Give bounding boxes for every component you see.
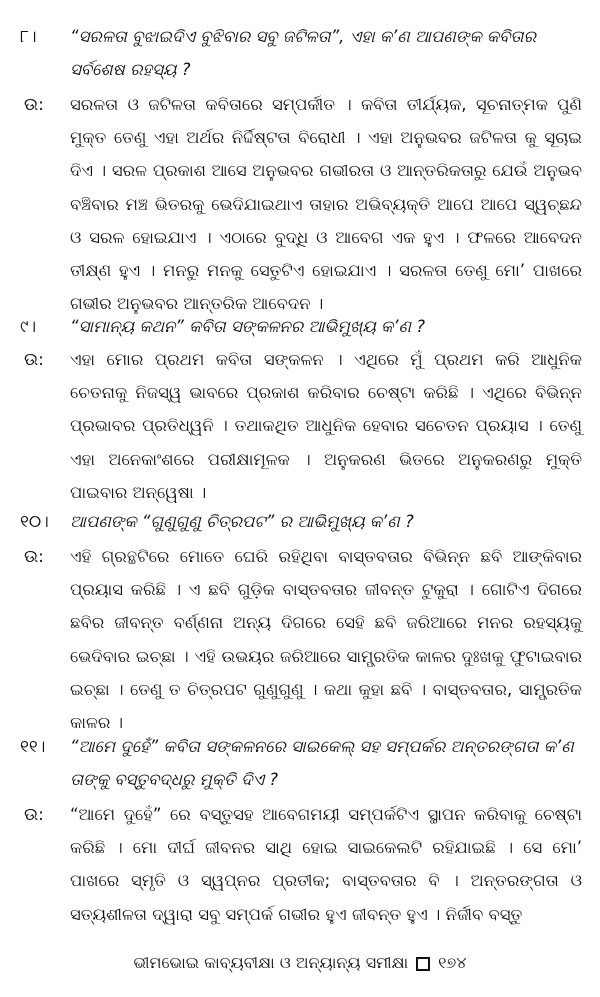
- answer-label: ଉ:: [24, 350, 44, 370]
- answer-text: “ଆମେ ଦୁହେଁ” ରେ ବସ୍ତୁସହ ଆବେଗମୟୀ ସମ୍ପର୍କଟିଏ ସ୍ଥାପନ କରିବାକୁ ଚେଷ୍ଟା କରିଛି । ମୋ ଦୀର୍ଘ ଜୀବନର ସାଥି ହୋଇ ସାଇକେଲଟି ରହିଯାଇଛି । ସେ ମୋ’ ପାଖରେ ସ୍ମୃତି ଓ ସ୍ୱପ୍ନର ପ୍ରତୀକ; ବାସ୍ତବତାର ବି । ଅନ୍ତରଙ୍ଗତା ଓ ସତ୍ୟଶୀଳତା ଦ୍ୱାରା ସବୁ ସମ୍ପର୍କ ଗଭୀର ହୁଏ ଜୀବନ୍ତ ହୁଏ । ନିର୍ଜୀବ ବସ୍ତୁ: [70, 805, 582, 924]
- question-text: “ସରଳତା ବୁଝାଇଦିଏ ବୁଝିବାର ସବୁ ଜଟିଳତା”, ଏହା କ’ଣ ଆପଣଙ୍କ କବିତାର ସର୍ବଶେଷ ରହସ୍ୟ ?: [70, 27, 536, 79]
- answer-label: ଉ:: [24, 805, 44, 825]
- answer-text: ଏହା ମୋର ପ୍ରଥମ କବିତା ସଙ୍କଳନ । ଏଥିରେ ମୁଁ ପ୍ରଥମ କରି ଆଧୁନିକ ଚେତନାକୁ ନିଜସ୍ୱ ଭାବରେ ପ୍ରକାଶ କରିବାର ଚେଷ୍ଟା କରିଛି । ଏଥିରେ ବିଭିନ୍ନ ପ୍ରଭାବର ପ୍ରତିଧ୍ୱନି । ତଥାକଥିତ ଆଧୁନିକ ହେବାର ସଚେତନ ପ୍ରୟାସ । ତେଣୁ ଏହା ଅନେକାଂଶରେ ପରୀକ୍ଷାମୂଳକ । ଅନୁକରଣ ଭିତରେ ଅନୁକରଣରୁ ମୁକ୍ତି ପାଇବାର ଅନ୍ୱେଷା ।: [70, 350, 582, 502]
- question-number: ୧୦।: [20, 512, 49, 532]
- question-number: ୯।: [20, 317, 37, 337]
- question-number: ୮।: [20, 27, 37, 47]
- book-title: ଭୀମଭୋଇ କାବ୍ୟବୀକ୍ଷା ଓ ଅନ୍ୟାନ୍ୟ ସମୀକ୍ଷା: [133, 953, 409, 972]
- answer-text: ସରଳତା ଓ ଜଟିଳତା କବିତାରେ ସମ୍ପର୍କୀତ । କବିତା ତୀର୍ଯ୍ୟକ, ସୂଚନାତ୍ମକ ପୁଣି ମୁକ୍ତ ତେଣୁ ଏହା ଅର୍ଥର ନିର୍ଦ୍ଦିଷ୍ଟତା ବିରୋଧୀ । ଏହା ଅନୁଭବର ଜଟିଳତା କୁ ସୂଚାଇ ଦିଏ । ସରଳ ପ୍ରକାଶ ଆସେ ଅନୁଭବର ଗଭୀରତା ଓ ଆନ୍ତରିକତାରୁ ଯେଉଁ ଅନୁଭବ ବଞ୍ଚିବାର ମଞ୍ଚ ଭିତରକୁ ଭେଦିଯାଇଥାଏ ତାହାର ଅଭିବ୍ୟକ୍ତି ଆପେ ଆପେ ସ୍ୱଚ୍ଛନ୍ଦ ଓ ସରଳ ହୋଇଯାଏ । ଏଠାରେ ବୁଦ୍ଧି ଓ ଆବେଗ ଏକ ହୁଏ । ଫଳରେ ଆବେଦନ ତୀକ୍ଷ୍ଣ ହୁଏ । ମନରୁ ମନକୁ ସେତୁଟିଏ ହୋଇଯାଏ । ସରଳତା ତେଣୁ ମୋ’ ପାଖରେ ଗଭୀର ଅନୁଭବର ଆନ୍ତରିକ ଆବେଦନ ।: [70, 95, 582, 314]
- question-text: “ସାମାନ୍ୟ କଥନ” କବିତା ସଙ୍କଳନର ଆଭିମୁଖ୍ୟ କ’ଣ ?: [70, 317, 425, 336]
- page-number: ୧୭୪: [438, 953, 467, 972]
- question-number: ୧୧।: [20, 737, 46, 757]
- page-footer: [0, 950, 600, 976]
- question-text: ଆପଣଙ୍କ “ଗୁଣୁଗୁଣୁ ଚିତ୍ରପଟ” ର ଆଭିମୁଖ୍ୟ କ’ଣ ?: [70, 512, 414, 531]
- answer-text: ଏହି ଗ୍ରନ୍ଥଟିରେ ମୋତେ ଘେରି ରହିଥିବା ବାସ୍ତବତାର ବିଭିନ୍ନ ଛବି ଆଙ୍କିବାର ପ୍ରୟାସ କରିଛି । ଏ ଛବି ଗୁଡ଼ିକ ବାସ୍ତବତାର ଜୀବନ୍ତ ଟୁକୁରା । ଗୋଟିଏ ଦିଗରେ ଛବିର ଜୀବନ୍ତ ବର୍ଣ୍ଣନା ଅନ୍ୟ ଦିଗରେ ସେହି ଛବି ଜରିଆରେ ମନର ରହସ୍ୟକୁ ଭେଦିବାର ଇଚ୍ଛା । ଏହି ଉଭୟର ଜରିଆରେ ସାମ୍ପ୍ରତିକ କାଳର ଦୁଃଖକୁ ଫୁଟାଇବାର ଇଚ୍ଛା । ତେଣୁ ତ ଚିତ୍ରପଟ ଗୁଣୁଗୁଣୁ । କଥା କୁହା ଛବି । ବାସ୍ତବତାର, ସାମ୍ପ୍ରତିକ କାଳର ।: [70, 547, 582, 733]
- square-separator-icon: [416, 957, 430, 971]
- question-text: “ଆମେ ଦୁହେଁ” କବିତା ସଙ୍କଳନରେ ସାଇକେଲ୍ ସହ ସମ୍ପର୍କର ଅନ୍ତରଙ୍ଗତା କ’ଣ ତାଙ୍କୁ ବସ୍ତୁବଦ୍ଧରୁ ମୁକ୍ତି ଦିଏ ?: [70, 737, 574, 789]
- answer-label: ଉ:: [24, 547, 44, 567]
- answer-label: ଉ:: [24, 95, 44, 115]
